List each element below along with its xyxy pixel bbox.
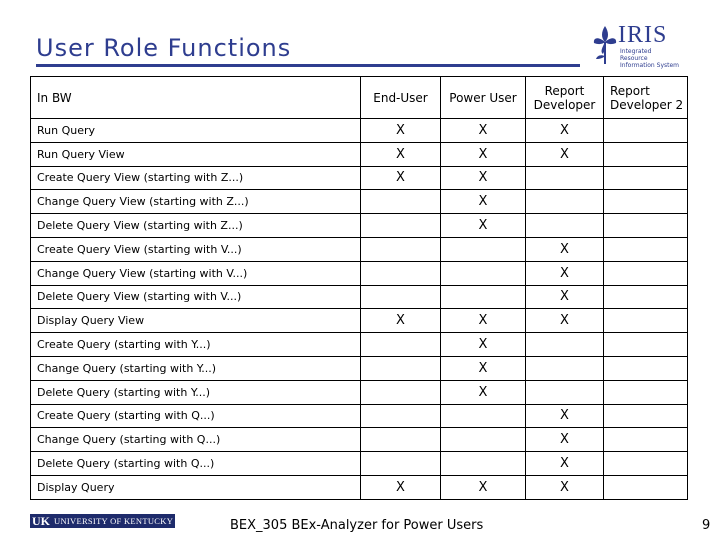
role-mark-cell: X xyxy=(361,475,441,499)
role-mark-cell: X xyxy=(441,380,526,404)
role-mark-cell xyxy=(361,261,441,285)
function-label: Run Query xyxy=(31,119,361,143)
header-power-user: Power User xyxy=(441,77,526,119)
function-label: Run Query View xyxy=(31,142,361,166)
table-row xyxy=(31,452,688,476)
header-row xyxy=(31,77,688,119)
role-mark-cell xyxy=(361,285,441,309)
uk-logo xyxy=(30,514,175,528)
title-underline xyxy=(36,64,580,67)
function-label: Change Query View (starting with Z...) xyxy=(31,190,361,214)
role-mark-cell xyxy=(526,190,604,214)
role-mark-cell: X xyxy=(441,166,526,190)
role-mark-cell xyxy=(604,404,688,428)
role-mark-cell xyxy=(526,356,604,380)
role-mark-cell xyxy=(526,166,604,190)
role-mark-cell xyxy=(526,380,604,404)
role-mark-cell: X xyxy=(526,475,604,499)
role-mark-cell xyxy=(361,214,441,238)
function-label: Create Query View (starting with V...) xyxy=(31,237,361,261)
uk-logo-name: UNIVERSITY OF KENTUCKY xyxy=(54,516,174,526)
function-label: Change Query (starting with Y...) xyxy=(31,356,361,380)
role-mark-cell xyxy=(604,190,688,214)
role-mark-cell: X xyxy=(526,452,604,476)
footer-course-title: BEX_305 BEx-Analyzer for Power Users xyxy=(230,518,484,533)
flower-icon xyxy=(590,22,620,66)
table-row xyxy=(31,475,688,499)
function-label: Delete Query View (starting with V...) xyxy=(31,285,361,309)
role-mark-cell: X xyxy=(441,356,526,380)
role-mark-cell xyxy=(604,285,688,309)
role-mark-cell xyxy=(604,333,688,357)
header-in-bw: In BW xyxy=(31,77,361,119)
table-row xyxy=(31,356,688,380)
role-mark-cell xyxy=(604,119,688,143)
iris-logo xyxy=(590,22,690,68)
role-mark-cell xyxy=(526,214,604,238)
table-row xyxy=(31,404,688,428)
header-report-developer: Report Developer xyxy=(526,77,604,119)
function-label: Create Query View (starting with Z...) xyxy=(31,166,361,190)
role-mark-cell xyxy=(604,428,688,452)
role-mark-cell xyxy=(441,404,526,428)
role-mark-cell xyxy=(441,237,526,261)
role-mark-cell: X xyxy=(361,309,441,333)
function-label: Display Query xyxy=(31,475,361,499)
table-row xyxy=(31,285,688,309)
table-row xyxy=(31,142,688,166)
role-mark-cell xyxy=(604,452,688,476)
role-mark-cell xyxy=(361,333,441,357)
role-mark-cell xyxy=(361,237,441,261)
role-mark-cell xyxy=(361,190,441,214)
role-mark-cell xyxy=(361,356,441,380)
role-mark-cell: X xyxy=(441,214,526,238)
function-label: Delete Query (starting with Q...) xyxy=(31,452,361,476)
role-mark-cell: X xyxy=(526,285,604,309)
role-mark-cell xyxy=(441,261,526,285)
table-row xyxy=(31,309,688,333)
logo-subtitle: Integrated Resource Information System xyxy=(620,48,680,69)
role-mark-cell xyxy=(361,380,441,404)
role-mark-cell: X xyxy=(441,190,526,214)
role-mark-cell xyxy=(604,214,688,238)
role-mark-cell: X xyxy=(441,119,526,143)
table-row xyxy=(31,237,688,261)
function-label: Delete Query View (starting with Z...) xyxy=(31,214,361,238)
role-mark-cell: X xyxy=(526,119,604,143)
table-row xyxy=(31,428,688,452)
role-mark-cell: X xyxy=(526,428,604,452)
table-row xyxy=(31,214,688,238)
role-mark-cell: X xyxy=(441,333,526,357)
function-label: Delete Query (starting with Y...) xyxy=(31,380,361,404)
role-mark-cell xyxy=(604,166,688,190)
role-mark-cell xyxy=(604,356,688,380)
role-mark-cell xyxy=(441,452,526,476)
role-mark-cell xyxy=(604,261,688,285)
function-label: Change Query (starting with Q...) xyxy=(31,428,361,452)
role-mark-cell xyxy=(361,428,441,452)
role-mark-cell: X xyxy=(361,119,441,143)
role-mark-cell xyxy=(441,428,526,452)
table-row xyxy=(31,166,688,190)
header-end-user: End-User xyxy=(361,77,441,119)
role-mark-cell xyxy=(526,333,604,357)
role-functions-table xyxy=(30,76,688,500)
uk-logo-mark: UK xyxy=(32,514,50,528)
role-mark-cell xyxy=(604,475,688,499)
role-mark-cell xyxy=(361,452,441,476)
page-number: 9 xyxy=(702,518,711,533)
function-label: Change Query View (starting with V...) xyxy=(31,261,361,285)
table-row xyxy=(31,190,688,214)
role-mark-cell: X xyxy=(361,142,441,166)
role-mark-cell xyxy=(604,380,688,404)
role-mark-cell xyxy=(441,285,526,309)
role-mark-cell: X xyxy=(526,404,604,428)
role-mark-cell: X xyxy=(441,309,526,333)
table-row xyxy=(31,119,688,143)
role-mark-cell: X xyxy=(526,237,604,261)
function-label: Create Query (starting with Q...) xyxy=(31,404,361,428)
header-report-developer-2: Report Developer 2 xyxy=(604,77,688,119)
logo-wordmark: IRIS xyxy=(618,22,668,48)
role-mark-cell: X xyxy=(361,166,441,190)
table-row xyxy=(31,333,688,357)
role-mark-cell: X xyxy=(526,309,604,333)
table-row xyxy=(31,380,688,404)
role-mark-cell xyxy=(604,237,688,261)
function-label: Display Query View xyxy=(31,309,361,333)
role-mark-cell: X xyxy=(526,142,604,166)
role-mark-cell xyxy=(361,404,441,428)
role-mark-cell: X xyxy=(441,142,526,166)
table-row xyxy=(31,261,688,285)
role-mark-cell: X xyxy=(441,475,526,499)
role-mark-cell xyxy=(604,309,688,333)
slide-title: User Role Functions xyxy=(36,34,292,62)
role-mark-cell: X xyxy=(526,261,604,285)
function-label: Create Query (starting with Y...) xyxy=(31,333,361,357)
role-mark-cell xyxy=(604,142,688,166)
